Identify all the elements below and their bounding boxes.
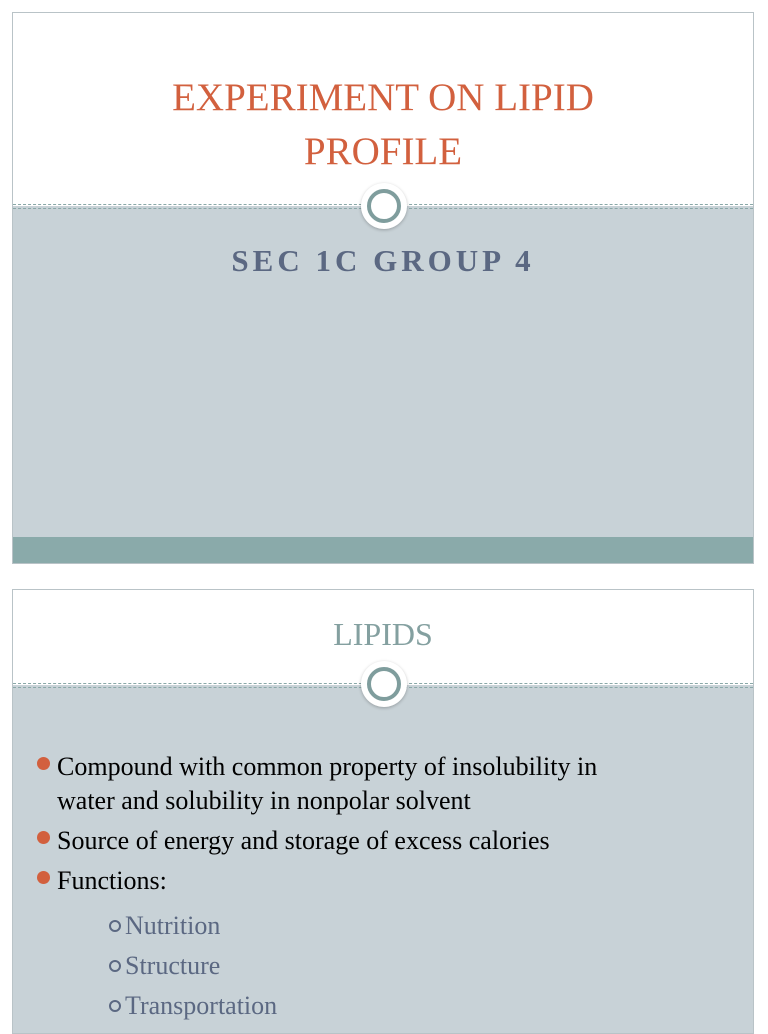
sub-bullet-text: Transportation xyxy=(125,991,278,1020)
circle-bullet-icon xyxy=(109,920,121,932)
list-item xyxy=(35,864,735,898)
slide-title-text xyxy=(13,71,753,179)
list-item xyxy=(109,986,277,1026)
footer-band xyxy=(13,537,753,564)
slide-lipids xyxy=(12,589,754,1034)
bullet-dot-icon xyxy=(37,871,50,884)
slide-title-text: LIPIDS xyxy=(333,616,433,652)
bullet-text: water and solubility in nonpolar solvent xyxy=(57,786,471,815)
title-line-1: EXPERIMENT ON LIPID xyxy=(172,76,594,119)
sub-bullet-list xyxy=(109,906,277,1026)
list-item xyxy=(35,750,735,818)
list-item xyxy=(109,906,277,946)
sub-bullet-text: Structure xyxy=(125,951,221,980)
circle-bullet-icon xyxy=(109,1000,121,1012)
bullet-dot-icon xyxy=(37,831,50,844)
slide-title xyxy=(12,12,754,564)
ring-icon xyxy=(367,189,401,223)
circle-ornament-icon xyxy=(361,661,407,707)
sub-bullet-text: Nutrition xyxy=(125,911,221,940)
bullet-dot-icon xyxy=(37,757,50,770)
bullet-text: Compound with common property of insolubility in xyxy=(57,752,598,781)
list-item xyxy=(35,824,735,858)
circle-bullet-icon xyxy=(109,960,121,972)
circle-ornament-icon xyxy=(361,183,407,229)
list-item xyxy=(109,946,277,986)
title-line-2: PROFILE xyxy=(303,130,463,173)
bullet-text: Functions: xyxy=(57,866,167,895)
bullet-text: Source of energy and storage of excess calories xyxy=(57,826,550,855)
bullet-list xyxy=(35,750,735,904)
slide-subtitle: SEC 1C GROUP 4 xyxy=(231,243,535,278)
ring-icon xyxy=(367,667,401,701)
